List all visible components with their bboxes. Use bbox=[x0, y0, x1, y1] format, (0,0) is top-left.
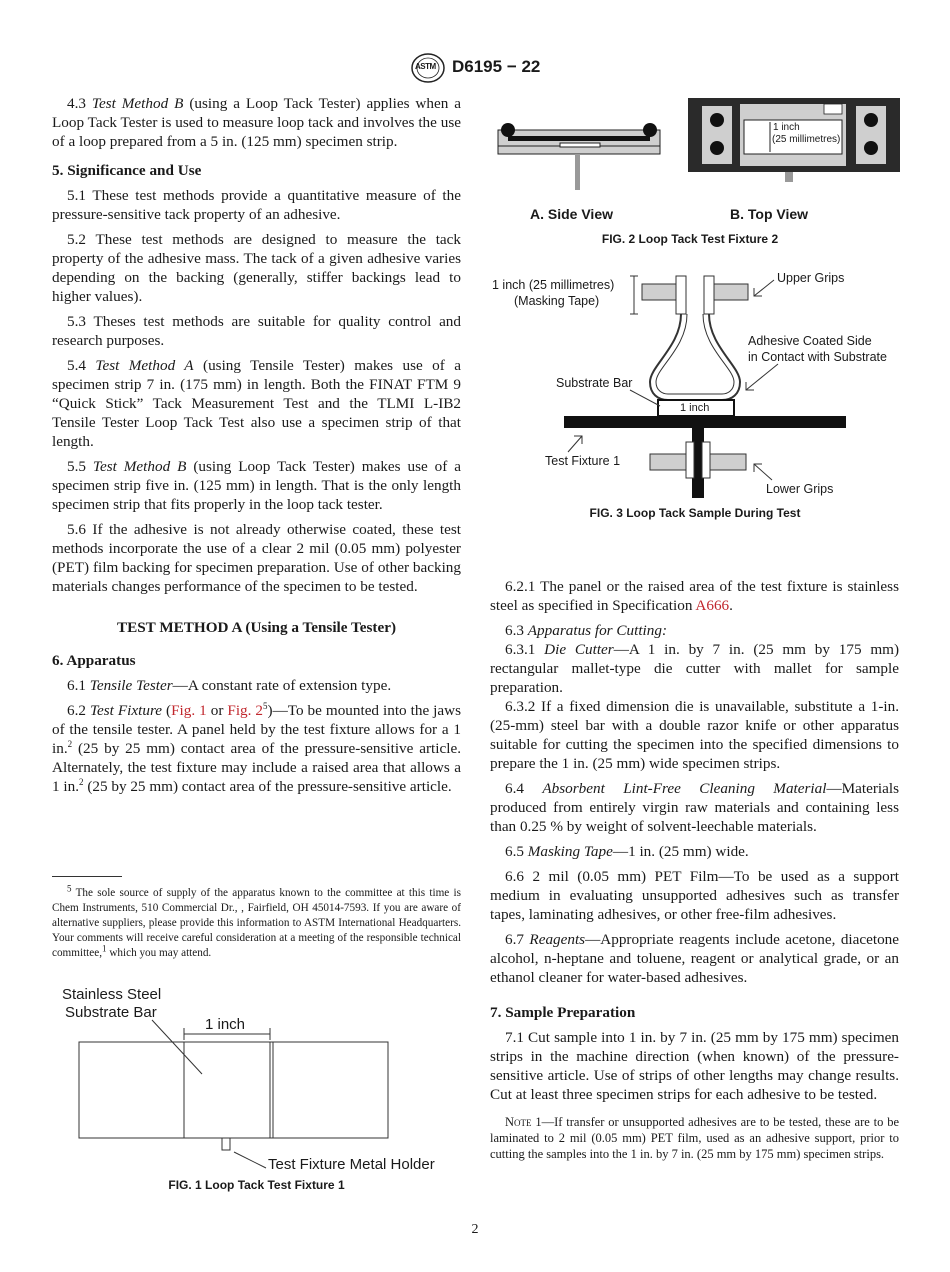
fig3-lower-grip-left bbox=[650, 454, 690, 470]
footnote-5: $^5$ The sole source of supply of the apparatus known to the committee at this time is Chem Instruments, 510 Commercial Dr., , Fairfield, OH 45014-7593. If you are aware of alternative suppliers, please provide this information to ASTM International Headquarters. Your comments will receive careful consideration at a meeting of the responsible technical committee,$^1$ which you may attend. bbox=[52, 883, 461, 959]
fig1-substrate-bar bbox=[184, 1042, 270, 1138]
paragraph-6-7: 6.7 Reagents—Appropriate reagents include acetone, diacetone alcohol, n-heptane and toluene, reagent or analytical grade, or an ethanol cleaner for water-based adhesives. bbox=[490, 931, 900, 986]
fig1-outer-plate bbox=[79, 1042, 388, 1138]
fig1-label-bar-2: Substrate Bar bbox=[65, 1004, 157, 1021]
fig1-label-holder: Test Fixture Metal Holder bbox=[268, 1156, 435, 1173]
fig3-label-adhesive-2: in Contact with Substrate bbox=[748, 350, 887, 364]
fig3-caption: FIG. 3 Loop Tack Sample During Test bbox=[589, 506, 801, 520]
paragraph-6-4: 6.4 Absorbent Lint-Free Cleaning Material—Materials produced from entirely virgin raw materials and containing less than 0.25 % by weight of solvent-leechable materials. bbox=[490, 780, 899, 835]
test-method-a-heading: TEST METHOD A (Using a Tensile Tester) bbox=[116, 619, 397, 636]
paragraph-6-3-2: 6.3.2 If a fixed dimension die is unavailable, substitute a 1-in. (25-mm) steel bar with a double razor knife or other apparatus suitable for cutting the specimen into the specified dimensions to prepare the 1 in. (25 mm) wide specimen strips. bbox=[490, 698, 899, 772]
paragraph-6-6: 6.6 2 mil (0.05 mm) PET Film—To be used as a support medium in evaluating unsupported adhesives such as transfer tapes, laminating adhesives, or other free-film adhesives. bbox=[490, 868, 899, 923]
fig3-loop bbox=[650, 314, 740, 400]
fig3-label-tape-1: 1 inch (25 millimetres) bbox=[492, 278, 615, 292]
fig2-top-view-label: B. Top View bbox=[730, 206, 809, 222]
fig1-leader-line bbox=[152, 1020, 202, 1074]
fig2-label-mm: (25 millimetres) bbox=[772, 134, 841, 145]
paragraph-6-2: 6.2 Test Fixture (Fig. 1 or Fig. $2^5)—To$ be mounted into the jaws of the tensile tester. A panel held by the test fixture allows for a 1 in.$^2$ (25 by 25 mm) contact area of the pressure-sensitive article. Alternately, the test fixture may include a raised area that allows a 1 in.$^2$ (25 by 25 mm) contact area of the pressure-sensitive article. bbox=[52, 700, 462, 795]
footnote-divider bbox=[52, 876, 122, 877]
page-header bbox=[0, 52, 950, 86]
paragraph-6-3: 6.3 Apparatus for Cutting: bbox=[505, 622, 668, 639]
paragraph-5-6: 5.6 If the adhesive is not already otherwise coated, these test methods incorporate the use of a clear 2 mil (0.05 mm) polyester (PET) film backing for specimen preparation. Use of other backing materials changes performance of the specimen to be tested. bbox=[52, 521, 461, 595]
paragraph-5-2: 5.2 These test methods are designed to measure the tack property of the adhesive mass. The tack of a given adhesive varies depending on the backing (generally, stiffer backings lead to higher values). bbox=[52, 231, 461, 305]
fig3-arrow-adhesive bbox=[746, 364, 778, 390]
paragraph-6-2-1: 6.2.1 The panel or the raised area of the test fixture is stainless steel as specified in Specification A666. bbox=[490, 578, 899, 614]
fig3-arrow-lower-grips bbox=[754, 464, 772, 480]
fig2-side-view-label: A. Side View bbox=[530, 206, 613, 222]
fig-2-link[interactable]: Fig. 2 bbox=[227, 702, 264, 719]
fig3-label-adhesive-1: Adhesive Coated Side bbox=[748, 334, 872, 348]
fig1-caption: FIG. 1 Loop Tack Test Fixture 1 bbox=[168, 1178, 345, 1192]
fig3-label-substrate-bar: Substrate Bar bbox=[556, 376, 633, 390]
paragraph-6-5: 6.5 Masking Tape—1 in. (25 mm) wide. bbox=[505, 843, 749, 860]
section-7-heading: 7. Sample Preparation bbox=[490, 1004, 636, 1021]
fig3-lower-grip-right bbox=[706, 454, 746, 470]
document-designation: D6195 − 22 bbox=[452, 57, 541, 76]
fig2-caption: FIG. 2 Loop Tack Test Fixture 2 bbox=[601, 232, 779, 246]
fig1-label-inch: 1 inch bbox=[205, 1016, 246, 1033]
paragraph-4-3: 4.3 Test Method B (using a Loop Tack Tester) applies when a Loop Tack Tester is used to measure loop tack and involves the use of a loop prepared from a 5 in. (125 mm) specimen strip. bbox=[52, 95, 461, 150]
fig1-label-bar-1: Stainless Steel bbox=[62, 986, 162, 1003]
fig3-arrow-upper-grips bbox=[754, 280, 774, 296]
astm-logo-text: ASTM bbox=[415, 62, 436, 71]
paragraph-5-4: 5.4 Test Method A (using Tensile Tester) makes use of a specimen strip 7 in. (175 mm) in length. Both the FINAT FTM 9 “Quick Stick” Tack Measurement Test and the TLMI L-IB2 Tensile Tester Loop Tack Test also use a specimen strip of that length. bbox=[52, 357, 461, 450]
fig1-holder-leader bbox=[234, 1152, 266, 1168]
fig2-side-left-knob bbox=[501, 123, 515, 137]
fig3-label-tape-2: (Masking Tape) bbox=[514, 294, 600, 308]
fig3-label-fixture: Test Fixture 1 bbox=[545, 454, 621, 468]
footnote-ref-5[interactable]: 5 bbox=[263, 700, 268, 711]
fig2-side-right-knob bbox=[643, 123, 657, 137]
left-column bbox=[52, 94, 461, 802]
section-5-heading: 5. Significance and Use bbox=[52, 162, 202, 179]
paragraph-5-5: 5.5 Test Method B (using Loop Tack Tester) makes use of a specimen strip five in. (125 mm) in length. That is the only length specimen strip that fits properly in the loop tack tester. bbox=[52, 458, 462, 513]
fig2-side-stem bbox=[575, 154, 580, 190]
figure-2 bbox=[490, 94, 900, 254]
page-number: 2 bbox=[471, 1222, 479, 1237]
fig2-label-inch: 1 inch bbox=[773, 122, 800, 133]
paragraph-6-3-1: 6.3.1 Die Cutter—A 1 in. by 7 in. (25 mm by 175 mm) rectangular mallet-type die cutter with mallet for sample preparation. bbox=[490, 641, 900, 696]
fig1-holder-tab bbox=[222, 1138, 230, 1150]
fig3-fixture-bar bbox=[564, 416, 846, 428]
paragraph-5-1: 5.1 These test methods provide a quantitative measure of the pressure-sensitive tack property of an adhesive. bbox=[52, 187, 461, 223]
fig3-arrow-substrate bbox=[630, 390, 660, 406]
paragraph-5-3: 5.3 Theses test methods are suitable for quality control and research purposes. bbox=[52, 313, 461, 349]
section-6-heading: 6. Apparatus bbox=[52, 652, 136, 669]
fig3-label-lower-grips: Lower Grips bbox=[766, 482, 834, 496]
fig3-arrow-fixture bbox=[568, 436, 582, 452]
paragraph-7-1: 7.1 Cut sample into 1 in. by 7 in. (25 mm by 175 mm) specimen strips in the machine direction (when known) of the pressure-sensitive article. Use of strips of other lengths may change results. Cut at least three specimen strips for each adhesive to be tested. bbox=[490, 1029, 899, 1103]
figure-3 bbox=[490, 266, 900, 526]
fig-1-link[interactable]: Fig. 1 bbox=[171, 702, 207, 719]
note-1: Note 1—If transfer or unsupported adhesives are to be tested, these are to be laminated to 2 mil (0.05 mm) PET film, used as an adhesive support, prior to cutting the samples into the 1 in. by 7 in. (25 mm by 175 mm) specimen strips. bbox=[490, 1115, 900, 1161]
a666-link[interactable]: A666 bbox=[695, 597, 730, 614]
fig3-label-upper-grips: Upper Grips bbox=[777, 271, 845, 285]
paragraph-6-1: 6.1 Tensile Tester—A constant rate of extension type. bbox=[67, 677, 392, 694]
figure-1 bbox=[52, 982, 461, 1200]
fig3-upper-grip-right bbox=[712, 284, 748, 300]
right-column bbox=[490, 577, 899, 1162]
fig2-side-view-diagram bbox=[490, 94, 670, 194]
fig3-label-inch: 1 inch bbox=[680, 402, 710, 414]
fig3-upper-grip-left bbox=[642, 284, 678, 300]
